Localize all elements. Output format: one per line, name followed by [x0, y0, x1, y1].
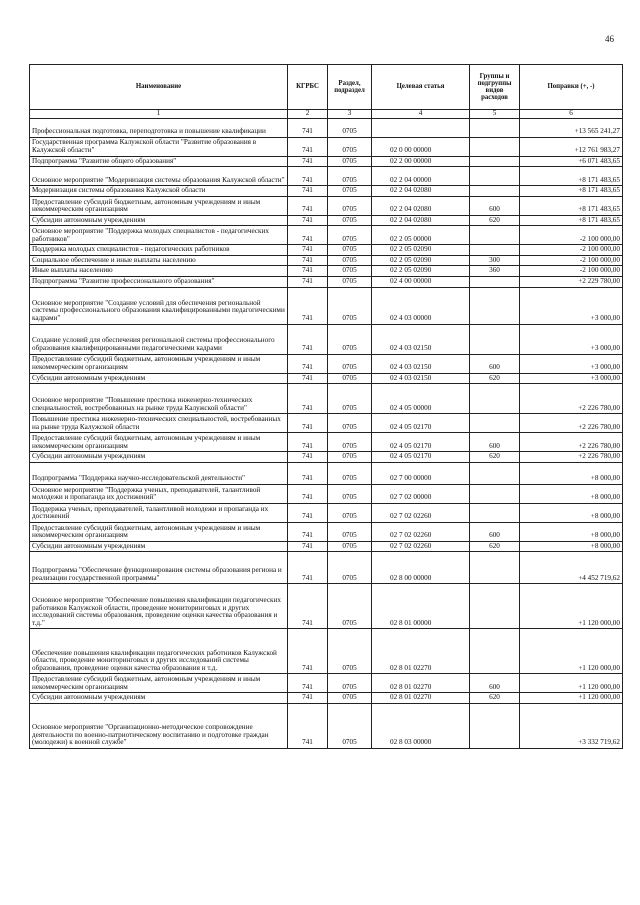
cell-name: Обеспечение повышения квалификации педагогических работников Калужской области, проведение мониторинговых и других исследований системы образования, проведение оценки качества образования и т.д. — [30, 629, 288, 674]
cell-name: Основное мероприятие "Поддержка молодых специалистов - педагогических работников" — [30, 226, 288, 245]
cell-kgrbs: 741 — [288, 156, 328, 167]
column-number: 5 — [470, 110, 520, 119]
cell-section: 0705 — [328, 186, 372, 197]
cell-kgrbs: 741 — [288, 629, 328, 674]
cell-name: Основное мероприятие "Создание условий для обеспечения региональной системы профессионального образования квалифицированными педагогическими кадрами" — [30, 287, 288, 324]
cell-kgrbs: 741 — [288, 522, 328, 541]
table-row — [30, 137, 623, 156]
cell-group: 620 — [470, 541, 520, 552]
cell-target: 02 4 03 02150 — [372, 354, 470, 373]
cell-group — [470, 287, 520, 324]
cell-group — [470, 245, 520, 256]
table-row — [30, 167, 623, 186]
header-section: Раздел, подраздел — [328, 65, 372, 110]
cell-name: Поддержка ученых, преподавателей, талантливой молодежи и пропаганда их достижений — [30, 503, 288, 522]
cell-amendment: +3 000,00 — [520, 373, 623, 384]
cell-target: 02 2 04 02080 — [372, 196, 470, 215]
table-row — [30, 433, 623, 452]
table-row — [30, 354, 623, 373]
cell-amendment: +8 000,00 — [520, 522, 623, 541]
cell-section: 0705 — [328, 156, 372, 167]
cell-amendment: +12 761 983,27 — [520, 137, 623, 156]
cell-target: 02 4 03 02150 — [372, 324, 470, 354]
cell-amendment: +8 000,00 — [520, 484, 623, 503]
cell-section: 0705 — [328, 215, 372, 226]
cell-kgrbs: 741 — [288, 462, 328, 484]
cell-target: 02 4 03 00000 — [372, 287, 470, 324]
cell-kgrbs: 741 — [288, 484, 328, 503]
cell-group: 600 — [470, 354, 520, 373]
cell-group: 600 — [470, 433, 520, 452]
cell-group — [470, 552, 520, 584]
table-row — [30, 584, 623, 629]
cell-amendment: +2 226 780,00 — [520, 452, 623, 463]
table-row — [30, 373, 623, 384]
cell-name: Поддержка молодых специалистов - педагогических работников — [30, 245, 288, 256]
header-group: Группы и подгруппы видов расходов — [470, 65, 520, 110]
table-row — [30, 693, 623, 704]
cell-target: 02 8 00 00000 — [372, 552, 470, 584]
cell-name: Подпрограмма "Развитие общего образования" — [30, 156, 288, 167]
cell-target: 02 2 04 02080 — [372, 215, 470, 226]
cell-group — [470, 324, 520, 354]
cell-kgrbs: 741 — [288, 196, 328, 215]
cell-name: Субсидии автономным учреждениям — [30, 452, 288, 463]
cell-target: 02 7 02 00000 — [372, 484, 470, 503]
cell-section: 0705 — [328, 414, 372, 433]
cell-kgrbs: 741 — [288, 452, 328, 463]
cell-group — [470, 584, 520, 629]
cell-name: Основное мероприятие "Организационно-методическое сопровождение деятельности по военно-патриотическому воспитанию и подготовке граждан (молодежи) к военной службе" — [30, 703, 288, 748]
cell-kgrbs: 741 — [288, 552, 328, 584]
column-number: 6 — [520, 110, 623, 119]
cell-amendment: +2 226 780,00 — [520, 433, 623, 452]
cell-group — [470, 276, 520, 287]
cell-group — [470, 462, 520, 484]
cell-name: Основное мероприятие "Поддержка ученых, преподавателей, талантливой молодежи и пропаганда их достижений" — [30, 484, 288, 503]
table-row — [30, 118, 623, 137]
cell-kgrbs: 741 — [288, 503, 328, 522]
cell-group — [470, 226, 520, 245]
cell-section: 0705 — [328, 287, 372, 324]
column-number: 1 — [30, 110, 288, 119]
cell-group — [470, 414, 520, 433]
cell-section: 0705 — [328, 118, 372, 137]
cell-group — [470, 186, 520, 197]
table-row — [30, 255, 623, 266]
cell-kgrbs: 741 — [288, 137, 328, 156]
cell-section: 0705 — [328, 552, 372, 584]
cell-kgrbs: 741 — [288, 384, 328, 414]
cell-name: Профессиональная подготовка, переподготовка и повышение квалификации — [30, 118, 288, 137]
cell-target: 02 4 05 00000 — [372, 384, 470, 414]
cell-section: 0705 — [328, 503, 372, 522]
cell-kgrbs: 741 — [288, 584, 328, 629]
cell-section: 0705 — [328, 693, 372, 704]
cell-section: 0705 — [328, 324, 372, 354]
cell-kgrbs: 741 — [288, 541, 328, 552]
cell-name: Подпрограмма "Поддержка научно-исследовательской деятельности" — [30, 462, 288, 484]
cell-kgrbs: 741 — [288, 276, 328, 287]
cell-target: 02 7 00 00000 — [372, 462, 470, 484]
table-row — [30, 215, 623, 226]
cell-name: Предоставление субсидий бюджетным, автономным учреждениям и иным некоммерческим организациям — [30, 354, 288, 373]
cell-group: 620 — [470, 373, 520, 384]
cell-amendment: +2 226 780,00 — [520, 384, 623, 414]
cell-section: 0705 — [328, 354, 372, 373]
cell-kgrbs: 741 — [288, 414, 328, 433]
cell-amendment: +1 120 000,00 — [520, 629, 623, 674]
cell-kgrbs: 741 — [288, 266, 328, 277]
cell-target: 02 2 05 00000 — [372, 226, 470, 245]
cell-target: 02 2 00 00000 — [372, 156, 470, 167]
cell-amendment: +1 120 000,00 — [520, 693, 623, 704]
cell-kgrbs: 741 — [288, 433, 328, 452]
cell-group: 300 — [470, 255, 520, 266]
cell-kgrbs: 741 — [288, 703, 328, 748]
cell-group: 600 — [470, 196, 520, 215]
cell-section: 0705 — [328, 703, 372, 748]
cell-amendment: -2 100 000,00 — [520, 266, 623, 277]
header-name: Наименование — [30, 65, 288, 110]
cell-name: Субсидии автономным учреждениям — [30, 373, 288, 384]
cell-section: 0705 — [328, 433, 372, 452]
table-row — [30, 324, 623, 354]
cell-target: 02 4 05 02170 — [372, 452, 470, 463]
cell-name: Основное мероприятие "Обеспечение повышения квалификации педагогических работников Калужской области, проведение мониторинговых и других исследований системы образования, проведение оценки качества образования и т.д." — [30, 584, 288, 629]
cell-section: 0705 — [328, 266, 372, 277]
table-row — [30, 522, 623, 541]
cell-section: 0705 — [328, 196, 372, 215]
cell-amendment: -2 100 000,00 — [520, 255, 623, 266]
cell-kgrbs: 741 — [288, 373, 328, 384]
cell-amendment: +8 171 483,65 — [520, 215, 623, 226]
cell-amendment: +4 452 719,62 — [520, 552, 623, 584]
cell-kgrbs: 741 — [288, 186, 328, 197]
cell-group: 620 — [470, 215, 520, 226]
cell-amendment: +8 171 483,65 — [520, 167, 623, 186]
cell-section: 0705 — [328, 384, 372, 414]
cell-section: 0705 — [328, 674, 372, 693]
cell-amendment: +8 000,00 — [520, 462, 623, 484]
cell-kgrbs: 741 — [288, 245, 328, 256]
table-row — [30, 266, 623, 277]
table-row — [30, 186, 623, 197]
cell-section: 0705 — [328, 245, 372, 256]
cell-group — [470, 484, 520, 503]
cell-group: 620 — [470, 452, 520, 463]
cell-target: 02 4 05 02170 — [372, 433, 470, 452]
cell-name: Модернизация системы образования Калужской области — [30, 186, 288, 197]
cell-target: 02 8 01 02270 — [372, 693, 470, 704]
cell-name: Субсидии автономным учреждениям — [30, 215, 288, 226]
table-header-row — [30, 65, 623, 110]
cell-target: 02 4 03 02150 — [372, 373, 470, 384]
cell-group — [470, 118, 520, 137]
cell-amendment: +8 171 483,65 — [520, 186, 623, 197]
cell-amendment: +1 120 000,00 — [520, 584, 623, 629]
cell-section: 0705 — [328, 541, 372, 552]
cell-section: 0705 — [328, 276, 372, 287]
cell-name: Иные выплаты населению — [30, 266, 288, 277]
cell-kgrbs: 741 — [288, 255, 328, 266]
cell-amendment: +3 000,00 — [520, 287, 623, 324]
column-number: 2 — [288, 110, 328, 119]
table-row — [30, 629, 623, 674]
table-row — [30, 287, 623, 324]
table-row — [30, 384, 623, 414]
cell-group — [470, 137, 520, 156]
cell-amendment: +1 120 000,00 — [520, 674, 623, 693]
table-row — [30, 552, 623, 584]
cell-target: 02 7 02 02260 — [372, 522, 470, 541]
table-row — [30, 196, 623, 215]
table-row — [30, 462, 623, 484]
table-row — [30, 452, 623, 463]
cell-target — [372, 118, 470, 137]
cell-name: Предоставление субсидий бюджетным, автономным учреждениям и иным некоммерческим организациям — [30, 433, 288, 452]
cell-amendment: +6 071 483,65 — [520, 156, 623, 167]
table-body — [30, 118, 623, 748]
cell-name: Подпрограмма "Развитие профессионального образования" — [30, 276, 288, 287]
cell-target: 02 8 01 02270 — [372, 674, 470, 693]
cell-name: Повышение престижа инженерно-технических специальностей, востребованных на рынке труда Калужской области — [30, 414, 288, 433]
cell-name: Подпрограмма "Обеспечение функционирования системы образования региона и реализации государственной программы" — [30, 552, 288, 584]
table-row — [30, 541, 623, 552]
cell-name: Субсидии автономным учреждениям — [30, 541, 288, 552]
table-row — [30, 156, 623, 167]
cell-name: Основное мероприятие "Модернизация системы образования Калужской области" — [30, 167, 288, 186]
cell-name: Социальное обеспечение и иные выплаты населению — [30, 255, 288, 266]
cell-group — [470, 384, 520, 414]
cell-kgrbs: 741 — [288, 287, 328, 324]
cell-amendment: +3 332 719,62 — [520, 703, 623, 748]
cell-amendment: -2 100 000,00 — [520, 245, 623, 256]
cell-target: 02 7 02 02260 — [372, 503, 470, 522]
cell-target: 02 0 00 00000 — [372, 137, 470, 156]
cell-group — [470, 703, 520, 748]
column-number-row — [30, 110, 623, 119]
cell-target: 02 2 04 02080 — [372, 186, 470, 197]
cell-group: 600 — [470, 674, 520, 693]
page-number: 46 — [605, 34, 614, 44]
cell-kgrbs: 741 — [288, 226, 328, 245]
cell-name: Субсидии автономным учреждениям — [30, 693, 288, 704]
cell-group — [470, 167, 520, 186]
cell-target: 02 8 01 00000 — [372, 584, 470, 629]
cell-target: 02 8 03 00000 — [372, 703, 470, 748]
cell-section: 0705 — [328, 373, 372, 384]
cell-amendment: +2 226 780,00 — [520, 414, 623, 433]
cell-target: 02 8 01 02270 — [372, 629, 470, 674]
cell-group: 620 — [470, 693, 520, 704]
cell-name: Предоставление субсидий бюджетным, автономным учреждениям и иным некоммерческим организациям — [30, 522, 288, 541]
budget-table — [29, 64, 623, 749]
cell-amendment: +3 000,00 — [520, 354, 623, 373]
column-number: 4 — [372, 110, 470, 119]
cell-amendment: +13 565 241,27 — [520, 118, 623, 137]
cell-kgrbs: 741 — [288, 674, 328, 693]
cell-kgrbs: 741 — [288, 118, 328, 137]
cell-section: 0705 — [328, 226, 372, 245]
cell-name: Государственная программа Калужской области "Развитие образования в Калужской области" — [30, 137, 288, 156]
table-row — [30, 414, 623, 433]
cell-target: 02 4 05 02170 — [372, 414, 470, 433]
table-row — [30, 226, 623, 245]
cell-name: Создание условий для обеспечения региональной системы профессионального образования квалифицированными педагогическими кадрами — [30, 324, 288, 354]
cell-amendment: +8 000,00 — [520, 541, 623, 552]
cell-section: 0705 — [328, 629, 372, 674]
cell-group — [470, 629, 520, 674]
cell-amendment: +2 229 780,00 — [520, 276, 623, 287]
cell-section: 0705 — [328, 137, 372, 156]
cell-amendment: +8 171 483,65 — [520, 196, 623, 215]
cell-target: 02 4 00 00000 — [372, 276, 470, 287]
cell-target: 02 2 05 02090 — [372, 255, 470, 266]
header-target: Целевая статья — [372, 65, 470, 110]
column-number: 3 — [328, 110, 372, 119]
cell-amendment: +8 000,00 — [520, 503, 623, 522]
cell-group — [470, 503, 520, 522]
table-row — [30, 276, 623, 287]
cell-section: 0705 — [328, 452, 372, 463]
cell-target: 02 2 05 02090 — [372, 245, 470, 256]
table-row — [30, 245, 623, 256]
table-row — [30, 484, 623, 503]
cell-kgrbs: 741 — [288, 215, 328, 226]
cell-kgrbs: 741 — [288, 167, 328, 186]
cell-amendment: -2 100 000,00 — [520, 226, 623, 245]
cell-group — [470, 156, 520, 167]
cell-section: 0705 — [328, 484, 372, 503]
table-row — [30, 674, 623, 693]
cell-section: 0705 — [328, 255, 372, 266]
header-amendments: Поправки (+, -) — [520, 65, 623, 110]
header-kgrbs: КГРБС — [288, 65, 328, 110]
cell-kgrbs: 741 — [288, 324, 328, 354]
cell-amendment: +3 000,00 — [520, 324, 623, 354]
cell-target: 02 2 04 00000 — [372, 167, 470, 186]
cell-name: Предоставление субсидий бюджетным, автономным учреждениям и иным некоммерческим организациям — [30, 196, 288, 215]
cell-group: 600 — [470, 522, 520, 541]
cell-section: 0705 — [328, 167, 372, 186]
cell-kgrbs: 741 — [288, 354, 328, 373]
cell-section: 0705 — [328, 522, 372, 541]
cell-section: 0705 — [328, 584, 372, 629]
table-row — [30, 503, 623, 522]
cell-name: Предоставление субсидий бюджетным, автономным учреждениям и иным некоммерческим организациям — [30, 674, 288, 693]
cell-section: 0705 — [328, 462, 372, 484]
cell-group: 360 — [470, 266, 520, 277]
cell-target: 02 2 05 02090 — [372, 266, 470, 277]
cell-target: 02 7 02 02260 — [372, 541, 470, 552]
cell-name: Основное мероприятие "Повышение престижа инженерно-технических специальностей, востребованных на рынке труда Калужской области" — [30, 384, 288, 414]
cell-kgrbs: 741 — [288, 693, 328, 704]
table-row — [30, 703, 623, 748]
